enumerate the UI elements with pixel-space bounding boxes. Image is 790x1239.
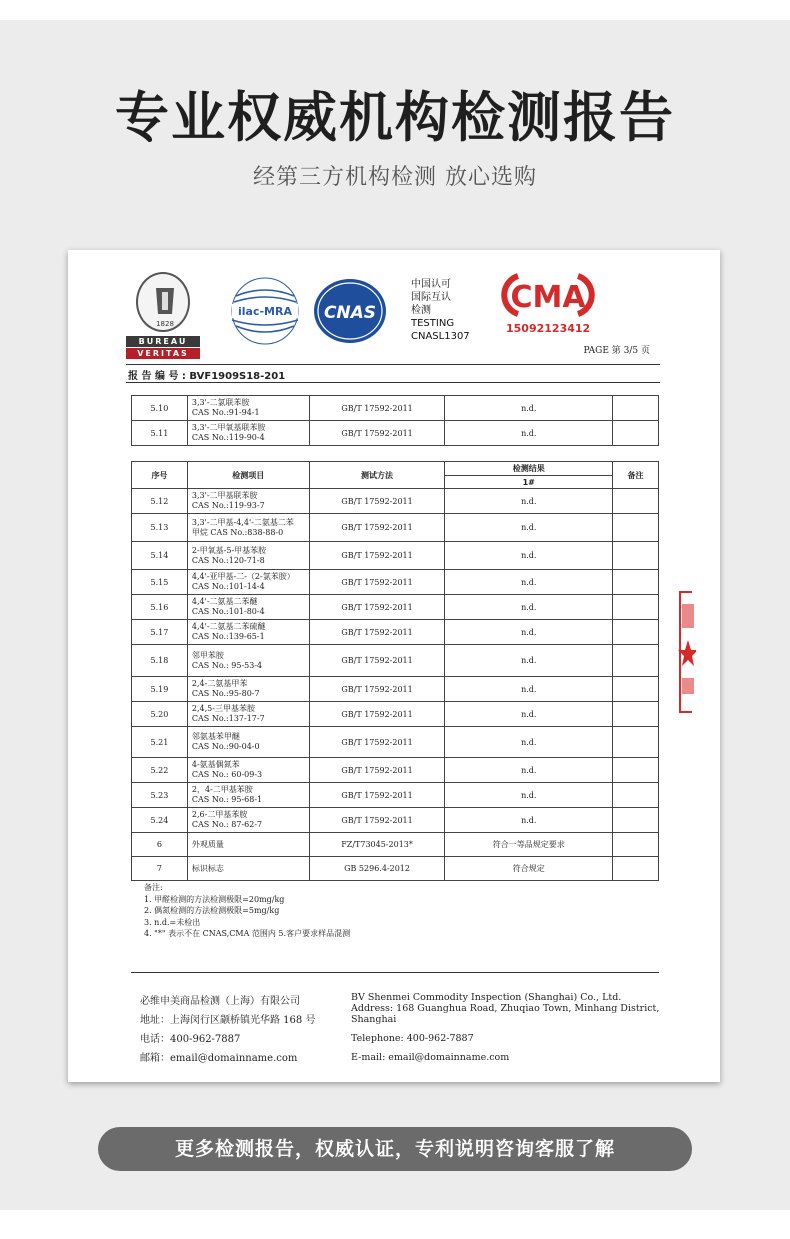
report-document (68, 250, 720, 1082)
footer-phone-cn: 电话：400-962-7887 (140, 1034, 241, 1045)
table-row (132, 783, 659, 808)
row-item (187, 677, 309, 702)
accreditation-line: CNASL1307 (411, 331, 470, 342)
row-item-name: 4-氨基偶氮苯 (191, 760, 240, 769)
ilac-mra-logo (226, 276, 304, 346)
row-no: 5.10 (132, 396, 188, 421)
table-row (132, 542, 659, 570)
row-no: 5.21 (132, 727, 188, 758)
row-method: GB/T 17592-2011 (309, 727, 445, 758)
accreditation-line: TESTING (411, 318, 455, 329)
row-result: n.d. (445, 396, 613, 421)
row-item (187, 514, 309, 542)
row-item-cas: CAS No.: 87-62-7 (191, 820, 263, 829)
table-row (132, 645, 659, 677)
row-item (187, 727, 309, 758)
row-item (187, 645, 309, 677)
row-result: 符合规定 (445, 857, 613, 881)
table-row (132, 857, 659, 881)
row-item-cas: CAS No.: 60-09-3 (191, 770, 263, 779)
row-result: 符合一等品规定要求 (445, 833, 613, 857)
row-method: GB 5296.4-2012 (309, 857, 445, 881)
table-body (132, 489, 659, 881)
row-item-name: 外观质量 (191, 839, 224, 849)
row-remark (613, 758, 659, 783)
footer-phone-en: Telephone: 400-962-7887 (351, 1033, 474, 1044)
footer-address-cn: 地址：上海闵行区颛桥镇光华路 168 号 (140, 1015, 316, 1026)
row-item-name: 3,3'-二甲基联苯胺 (191, 491, 258, 500)
row-method: GB/T 17592-2011 (309, 702, 445, 727)
row-method: GB/T 17592-2011 (309, 570, 445, 595)
row-no: 6 (132, 833, 188, 857)
footer-company-cn: 必维申美商品检测（上海）有限公司 (140, 996, 300, 1007)
row-method: GB/T 17592-2011 (309, 645, 445, 677)
table-row (132, 421, 659, 446)
table-row (132, 595, 659, 620)
row-method: GB/T 17592-2011 (309, 783, 445, 808)
row-item-name: 3,3'-二甲基-4,4'-二氨基二苯 (191, 517, 294, 527)
note-line: 3. n.d.=未检出 (144, 917, 201, 927)
row-item-cas: CAS No.:120-71-8 (191, 555, 265, 565)
row-item (187, 570, 309, 595)
contact-service-button[interactable]: 更多检测报告，权威认证，专利说明咨询客服了解 (98, 1127, 692, 1171)
row-no: 5.17 (132, 620, 188, 645)
row-method: GB/T 17592-2011 (309, 489, 445, 514)
row-remark (613, 857, 659, 881)
row-item-cas: CAS No.:101-80-4 (191, 607, 265, 616)
row-item-name: 4,4'-二氨基二苯醚 (191, 597, 258, 606)
table-row (132, 396, 659, 421)
row-result: n.d. (445, 783, 613, 808)
row-result: n.d. (445, 808, 613, 833)
footer-address-en-2: Shanghai (351, 1014, 397, 1025)
row-item (187, 396, 309, 421)
header-result: 检测结果 (445, 462, 613, 476)
footer-address-en: Address: 168 Guanghua Road, Zhuqiao Town, Minhang District, (351, 1003, 660, 1014)
row-remark (613, 595, 659, 620)
row-item-name: 邻甲苯胺 (191, 650, 224, 660)
row-item (187, 857, 309, 881)
row-result: n.d. (445, 489, 613, 514)
row-method: GB/T 17592-2011 (309, 808, 445, 833)
header-method: 测试方法 (309, 462, 445, 489)
row-result: n.d. (445, 727, 613, 758)
row-remark (613, 421, 659, 446)
row-no: 5.22 (132, 758, 188, 783)
row-item (187, 489, 309, 514)
note-line: 2. 偶氮检测的方法检测极限=5mg/kg (144, 906, 280, 915)
table-row (132, 758, 659, 783)
row-result: n.d. (445, 514, 613, 542)
row-item-name: 2,6-二甲基苯胺 (191, 810, 248, 819)
row-result: n.d. (445, 570, 613, 595)
footer-english (351, 992, 659, 1063)
row-item-name: 4,4'-亚甲基-二-（2-氯苯胺） (191, 572, 295, 581)
header-item: 检测项目 (187, 462, 309, 489)
row-item (187, 421, 309, 446)
table-row (132, 833, 659, 857)
row-no: 5.20 (132, 702, 188, 727)
row-item-cas: CAS No.:139-65-1 (191, 632, 265, 641)
accreditation-line: 中国认可 (411, 279, 451, 290)
note-line: 4. "*" 表示不在 CNAS,CMA 范围内 5.客户要求样品混测 (144, 929, 351, 938)
table-row (132, 727, 659, 758)
table-row (132, 514, 659, 542)
bv-name-top: BUREAU (126, 336, 200, 347)
bv-emblem-icon (136, 272, 190, 332)
header-remark: 备注 (613, 462, 659, 489)
row-item (187, 833, 309, 857)
row-item (187, 783, 309, 808)
row-item (187, 620, 309, 645)
row-item-cas: CAS No.: 95-68-1 (191, 795, 263, 804)
footer-company-en: BV Shenmei Commodity Inspection (Shanghai) Co., Ltd. (351, 992, 622, 1003)
row-remark (613, 727, 659, 758)
row-no: 5.13 (132, 514, 188, 542)
row-item-cas: CAS No.:119-93-7 (191, 501, 265, 510)
row-no: 5.24 (132, 808, 188, 833)
row-item-name: 邻氨基苯甲醚 (191, 732, 240, 741)
row-method: GB/T 17592-2011 (309, 677, 445, 702)
row-item-name: 2，4-二甲基苯胺 (191, 785, 253, 794)
row-result: n.d. (445, 542, 613, 570)
page-subtitle: 经第三方机构检测 放心选购 (253, 165, 537, 190)
divider (126, 364, 660, 365)
red-seal-stamp-icon (674, 590, 696, 714)
row-item-name: 2-甲氧基-5-甲基苯胺 (191, 545, 267, 555)
row-result: n.d. (445, 620, 613, 645)
divider (131, 972, 659, 973)
row-result: n.d. (445, 421, 613, 446)
row-result: n.d. (445, 677, 613, 702)
row-method: GB/T 17592-2011 (309, 595, 445, 620)
row-no: 5.15 (132, 570, 188, 595)
row-result: n.d. (445, 702, 613, 727)
row-no: 5.19 (132, 677, 188, 702)
row-no: 7 (132, 857, 188, 881)
bureau-veritas-logo (126, 272, 200, 360)
row-method: GB/T 17592-2011 (309, 758, 445, 783)
header-sample: 1# (445, 476, 613, 489)
header-no: 序号 (132, 462, 188, 489)
accreditation-line: 检测 (411, 305, 431, 316)
report-number: 报 告 编 号 : BVF1909S18-201 (128, 371, 286, 382)
row-item-cas: CAS No.:137-17-7 (191, 714, 265, 723)
page-title: 专业权威机构检测报告 (115, 86, 675, 149)
ilac-text: ilac-MRA (238, 305, 292, 318)
row-remark (613, 542, 659, 570)
row-item (187, 808, 309, 833)
table-row (132, 489, 659, 514)
cma-text: CMA (510, 280, 586, 315)
row-no: 5.18 (132, 645, 188, 677)
row-item (187, 595, 309, 620)
row-result: n.d. (445, 758, 613, 783)
table-row (132, 620, 659, 645)
results-table-top (131, 395, 659, 446)
row-item-name: 2,4-二氨基甲苯 (191, 679, 248, 688)
logo-strip (68, 250, 720, 362)
row-method: GB/T 17592-2011 (309, 514, 445, 542)
accreditation-text (411, 278, 470, 343)
row-remark (613, 570, 659, 595)
page-number: PAGE 第 3/5 页 (583, 346, 650, 356)
table-row (132, 677, 659, 702)
table-row (132, 808, 659, 833)
row-item-cas: CAS No.:95-80-7 (191, 689, 260, 698)
row-item-cas: CAS No.:119-90-4 (191, 433, 265, 442)
row-no: 5.14 (132, 542, 188, 570)
table-header-row (132, 462, 659, 476)
row-item-name: 2,4,5-三甲基苯胺 (191, 704, 255, 713)
row-no: 5.12 (132, 489, 188, 514)
row-remark (613, 783, 659, 808)
cnas-text: CNAS (323, 303, 377, 323)
row-remark (613, 489, 659, 514)
row-no: 5.16 (132, 595, 188, 620)
row-remark (613, 702, 659, 727)
cma-number: 15092123412 (506, 322, 591, 335)
row-no: 5.23 (132, 783, 188, 808)
cnas-logo (312, 276, 388, 346)
footer-chinese (140, 992, 315, 1068)
row-result: n.d. (445, 595, 613, 620)
row-remark (613, 396, 659, 421)
row-item-name: 3,3'-二氯联苯胺 (191, 398, 250, 407)
row-item-cas: CAS No.:90-04-0 (191, 742, 260, 751)
row-item-name: 4,4'-二氨基二苯硫醚 (191, 622, 266, 631)
row-item-cas: CAS No.:91-94-1 (191, 408, 260, 417)
row-item-cas: CAS No.: 95-53-4 (191, 660, 263, 670)
notes (144, 882, 350, 940)
row-method: GB/T 17592-2011 (309, 542, 445, 570)
table-row (132, 702, 659, 727)
row-result: n.d. (445, 645, 613, 677)
divider (126, 382, 660, 383)
row-method: FZ/T73045-2013* (309, 833, 445, 857)
row-remark (613, 677, 659, 702)
row-item-name: 3,3'-二甲氧基联苯胺 (191, 423, 266, 432)
row-item (187, 702, 309, 727)
row-method: GB/T 17592-2011 (309, 421, 445, 446)
footer-email-en: E-mail: email@domainname.com (351, 1052, 510, 1063)
row-remark (613, 514, 659, 542)
table-row (132, 570, 659, 595)
footer-email-cn: 邮箱：email@domainname.com (140, 1053, 298, 1064)
bv-name-bottom: VERITAS (126, 348, 200, 359)
row-remark (613, 833, 659, 857)
row-remark (613, 808, 659, 833)
row-item (187, 542, 309, 570)
row-method: GB/T 17592-2011 (309, 620, 445, 645)
row-remark (613, 620, 659, 645)
note-line: 1. 甲醛检测的方法检测极限=20mg/kg (144, 894, 285, 904)
row-remark (613, 645, 659, 677)
results-table-main (131, 461, 659, 881)
row-method: GB/T 17592-2011 (309, 396, 445, 421)
row-item-cas: 甲烷 CAS No.:838-88-0 (191, 527, 284, 537)
bv-year-text: 1828 (156, 320, 174, 328)
row-item-cas: CAS No.:101-14-4 (191, 582, 265, 591)
accreditation-line: 国际互认 (411, 292, 451, 303)
row-item (187, 758, 309, 783)
row-no: 5.11 (132, 421, 188, 446)
row-item-name: 标识标志 (191, 863, 224, 873)
note-line: 备注: (144, 883, 163, 892)
